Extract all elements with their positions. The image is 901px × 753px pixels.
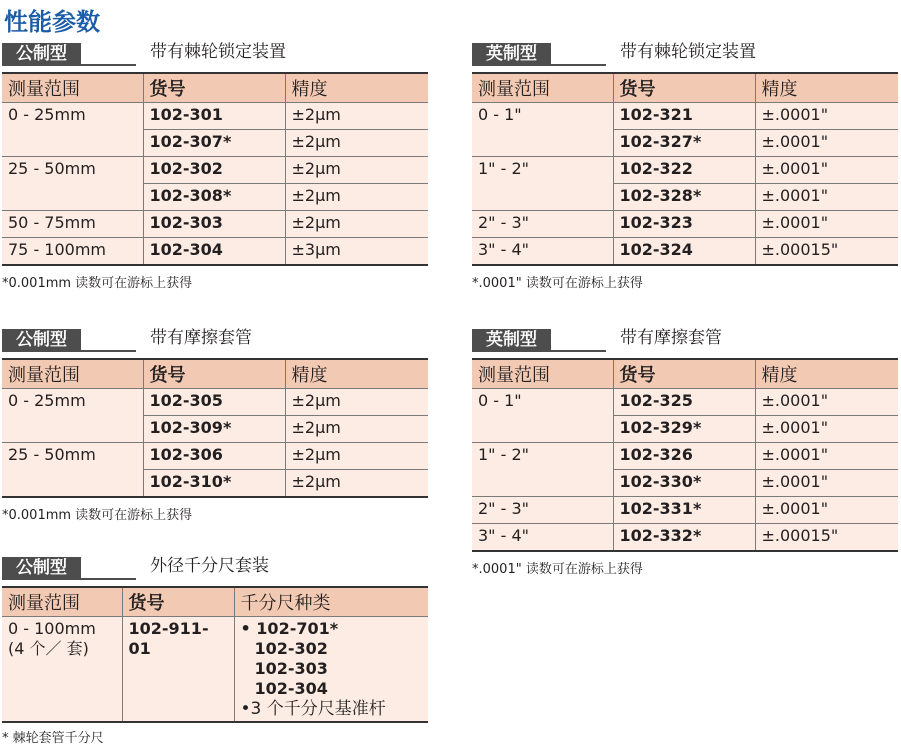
range-cell: 0 - 1" [472, 389, 613, 443]
code-cell: 102-303 [143, 211, 285, 238]
range-cell: 2" - 3" [472, 497, 613, 524]
accuracy-cell: ±.0001" [755, 211, 898, 238]
range-cell [2, 617, 122, 723]
table-row [472, 238, 898, 266]
code-cell: 102-325 [613, 389, 755, 416]
type-item: 102-304 [254, 679, 328, 698]
code-cell: 102-330* [613, 470, 755, 497]
code-cell: 102-310* [143, 470, 285, 498]
col-header-accuracy: 精度 [285, 73, 428, 103]
page-title: 性能参数 [4, 8, 100, 36]
col-header-range: 测量范围 [2, 359, 143, 389]
type-extra: •3 个千分尺基准杆 [240, 699, 386, 719]
accuracy-cell: ±.0001" [755, 184, 898, 211]
section-subtitle: 带有摩擦套管 [620, 328, 722, 348]
spec-table [2, 358, 428, 498]
code-cell: 102-911-01 [122, 617, 234, 723]
range-cell: 25 - 50mm [2, 443, 143, 498]
footnote: * 棘轮套管千分尺 [2, 731, 104, 746]
range-cell: 1" - 2" [472, 157, 613, 211]
col-header-code: 货号 [122, 587, 234, 617]
col-header-accuracy: 精度 [755, 73, 898, 103]
section-tag: 公制型 [2, 329, 81, 351]
table-row [472, 389, 898, 416]
spec-table [472, 72, 898, 266]
section-subtitle: 带有摩擦套管 [150, 328, 252, 348]
code-cell: 102-301 [143, 103, 285, 130]
table-row [2, 103, 428, 130]
code-cell: 102-304 [143, 238, 285, 266]
divider [2, 64, 136, 66]
divider [2, 578, 136, 580]
section-header [472, 40, 898, 70]
section-tag: 英制型 [472, 329, 551, 351]
section-tag: 英制型 [472, 43, 551, 65]
accuracy-cell: ±.0001" [755, 389, 898, 416]
spec-table [472, 358, 898, 552]
accuracy-cell: ±2μm [285, 130, 428, 157]
table-row [2, 443, 428, 470]
table-row [2, 238, 428, 266]
code-cell: 102-323 [613, 211, 755, 238]
col-header-types: 千分尺种类 [234, 587, 428, 617]
code-cell: 102-328* [613, 184, 755, 211]
table-row [472, 103, 898, 130]
col-header-code: 货号 [143, 359, 285, 389]
range-cell: 1" - 2" [472, 443, 613, 497]
accuracy-cell: ±.0001" [755, 103, 898, 130]
section-header [472, 326, 898, 356]
range-cell: 2" - 3" [472, 211, 613, 238]
range-cell: 25 - 50mm [2, 157, 143, 211]
section-metric-set [2, 554, 428, 746]
footnote: *.0001" 读数可在游标上获得 [472, 562, 643, 577]
table-row [472, 524, 898, 552]
divider [2, 350, 136, 352]
col-header-accuracy: 精度 [755, 359, 898, 389]
spec-table [2, 586, 428, 723]
code-cell: 102-306 [143, 443, 285, 470]
table-row [2, 389, 428, 416]
range-cell: 0 - 1" [472, 103, 613, 157]
spec-table [2, 72, 428, 266]
section-metric-friction [2, 326, 428, 523]
accuracy-cell: ±2μm [285, 184, 428, 211]
code-cell: 102-308* [143, 184, 285, 211]
section-inch-ratchet [472, 40, 898, 291]
table-row [472, 157, 898, 184]
footnote: *.0001" 读数可在游标上获得 [472, 276, 643, 291]
code-cell: 102-331* [613, 497, 755, 524]
code-cell: 102-305 [143, 389, 285, 416]
code-cell: 102-309* [143, 416, 285, 443]
accuracy-cell: ±2μm [285, 416, 428, 443]
section-inch-friction [472, 326, 898, 577]
accuracy-cell: ±2μm [285, 443, 428, 470]
accuracy-cell: ±.0001" [755, 497, 898, 524]
accuracy-cell: ±.0001" [755, 416, 898, 443]
divider [472, 64, 606, 66]
col-header-code: 货号 [613, 73, 755, 103]
range-cell: 3" - 4" [472, 524, 613, 552]
range-cell: 0 - 25mm [2, 389, 143, 443]
divider [472, 350, 606, 352]
accuracy-cell: ±2μm [285, 211, 428, 238]
code-cell: 102-327* [613, 130, 755, 157]
code-cell: 102-332* [613, 524, 755, 552]
col-header-accuracy: 精度 [285, 359, 428, 389]
code-cell: 102-329* [613, 416, 755, 443]
section-header [2, 554, 428, 584]
range-cell: 50 - 75mm [2, 211, 143, 238]
table-row [2, 157, 428, 184]
accuracy-cell: ±.00015" [755, 524, 898, 552]
section-subtitle: 外径千分尺套装 [150, 556, 269, 576]
accuracy-cell: ±2μm [285, 103, 428, 130]
range-cell: 75 - 100mm [2, 238, 143, 266]
accuracy-cell: ±.00015" [755, 238, 898, 266]
col-header-code: 货号 [613, 359, 755, 389]
col-header-range: 测量范围 [472, 359, 613, 389]
range-quantity: (4 个／ 套) [8, 639, 89, 658]
type-item: 102-302 [254, 639, 328, 658]
accuracy-cell: ±2μm [285, 157, 428, 184]
code-cell: 102-322 [613, 157, 755, 184]
section-subtitle: 带有棘轮锁定装置 [150, 42, 286, 62]
section-subtitle: 带有棘轮锁定装置 [620, 42, 756, 62]
table-row [472, 443, 898, 470]
code-cell: 102-302 [143, 157, 285, 184]
types-cell [234, 617, 428, 723]
code-cell: 102-307* [143, 130, 285, 157]
table-row [2, 617, 428, 723]
code-cell: 102-324 [613, 238, 755, 266]
accuracy-cell: ±3μm [285, 238, 428, 266]
section-header [2, 40, 428, 70]
range-cell: 3" - 4" [472, 238, 613, 266]
accuracy-cell: ±.0001" [755, 443, 898, 470]
range-cell: 0 - 25mm [2, 103, 143, 157]
footnote: *0.001mm 读数可在游标上获得 [2, 508, 193, 523]
accuracy-cell: ±2μm [285, 389, 428, 416]
code-cell: 102-326 [613, 443, 755, 470]
accuracy-cell: ±.0001" [755, 130, 898, 157]
col-header-range: 测量范围 [472, 73, 613, 103]
accuracy-cell: ±.0001" [755, 157, 898, 184]
accuracy-cell: ±2μm [285, 470, 428, 498]
col-header-range: 测量范围 [2, 73, 143, 103]
section-metric-ratchet [2, 40, 428, 291]
section-header [2, 326, 428, 356]
table-row [472, 497, 898, 524]
type-item: • 102-701* [240, 619, 339, 638]
col-header-code: 货号 [143, 73, 285, 103]
accuracy-cell: ±.0001" [755, 470, 898, 497]
section-tag: 公制型 [2, 557, 81, 579]
section-tag: 公制型 [2, 43, 81, 65]
col-header-range: 测量范围 [2, 587, 122, 617]
table-row [472, 211, 898, 238]
type-item: 102-303 [254, 659, 328, 678]
footnote: *0.001mm 读数可在游标上获得 [2, 276, 193, 291]
range-line: 0 - 100mm [8, 619, 96, 638]
table-row [2, 211, 428, 238]
code-cell: 102-321 [613, 103, 755, 130]
